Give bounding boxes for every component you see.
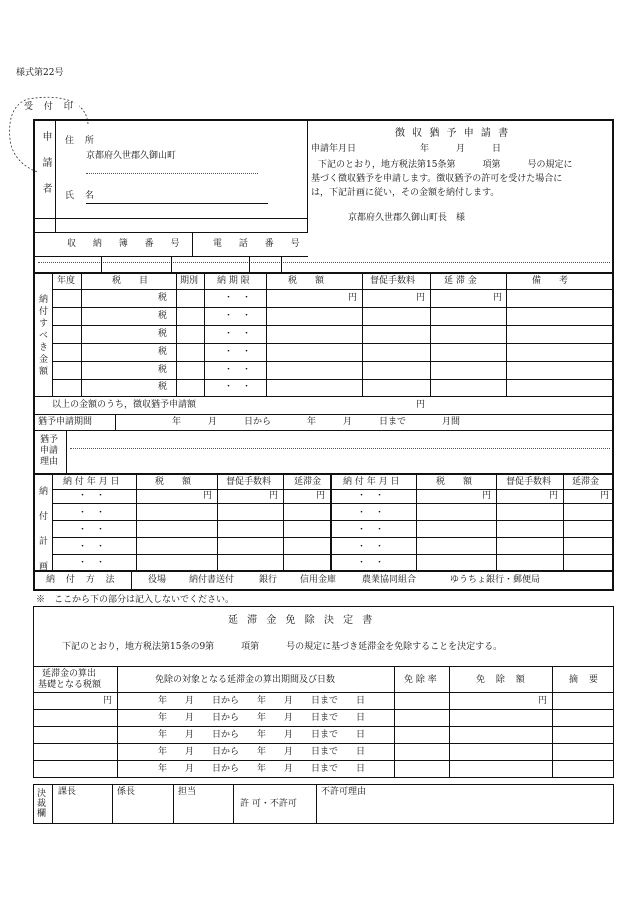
deny-reason-label: 不許可理由: [321, 787, 367, 797]
tax-row-due: ・ ・: [224, 365, 252, 375]
tax-row-item: 税: [158, 311, 168, 321]
plan-late-yen-2: 円: [600, 491, 610, 501]
name-label: 氏 名: [65, 191, 98, 201]
decision-col5-header: 摘 要: [569, 675, 602, 685]
decision-title: 延 滞 金 免 除 決 定 書: [228, 615, 376, 626]
summary-yen: 円: [416, 400, 426, 410]
tax-header-year: 年度: [57, 276, 76, 286]
tax-row-due: ・ ・: [224, 329, 252, 339]
payment-option-postal[interactable]: ゆうちょ銀行・郵便局: [450, 575, 541, 585]
section-chief-label: 課長: [58, 787, 77, 797]
decision-period-row: 年 月 日から 年 月 日まで 日: [158, 747, 366, 757]
plan-header-amount-2: 税 額: [436, 477, 473, 487]
request-body-3: は，下記計画に従い，その金額を納付します。: [311, 188, 500, 198]
plan-header-date: 納 付 年 月 日: [63, 477, 120, 487]
address-value: 京都府久世郡久御山町: [86, 151, 177, 161]
tax-late-yen: 円: [493, 293, 503, 303]
tax-header-note: 備 考: [532, 276, 569, 286]
decision-period-row: 年 月 日から 年 月 日まで 日: [158, 764, 366, 774]
name-field[interactable]: [86, 203, 268, 204]
plan-late-yen: 円: [316, 491, 326, 501]
chief-label: 係長: [117, 787, 136, 797]
plan-fee-yen-2: 円: [549, 491, 559, 501]
plan-row-date: ・ ・: [78, 491, 106, 501]
request-date-label: 申請年月日: [311, 144, 357, 154]
period-text: 年 月 日から 年 月 日まで 月間: [172, 417, 461, 427]
request-addressee: 京都府久世郡久御山町長 様: [348, 213, 466, 223]
address-label: 住 所: [65, 136, 98, 146]
tax-table-side-label: 納付すべき金額: [37, 294, 47, 378]
request-body-2: 基づく徴収猶予を申請します。徴収猶予の許可を受けた場合に: [311, 174, 563, 184]
approval-side-label: 決裁欄: [37, 789, 47, 819]
decision-col1-line2: 基礎となる税額: [38, 680, 102, 690]
request-month: 月: [456, 144, 466, 154]
decision-amount-yen: 円: [538, 696, 548, 706]
reason-label: 猶予申請理由: [40, 435, 59, 467]
tax-row-item: 税: [158, 293, 168, 303]
payment-option-slip[interactable]: 納付書送付: [189, 575, 235, 585]
receipt-number-label: 収 納 簿 番 号: [67, 239, 187, 249]
period-label: 猶予申請期間: [38, 417, 93, 427]
decision-base-yen: 円: [103, 696, 113, 706]
decision-col3-header: 免 除 率: [404, 675, 437, 685]
plan-row-date: ・ ・: [357, 491, 385, 501]
payment-option-ja[interactable]: 農業協同組合: [362, 575, 417, 585]
stamp-label: 受 付 印: [24, 102, 77, 112]
decision-body: 下記のとおり，地方税法第15条の9第 項第 号の規定に基づき延滞金を免除することを決定する。: [62, 642, 503, 652]
tax-header-late: 延 滞 金: [444, 276, 477, 286]
decision-col4-header: 免 除 額: [476, 675, 529, 685]
tax-header-amount: 税 額: [288, 276, 325, 286]
office-use-note: ※ ここから下の部分は記入しないでください。: [36, 595, 235, 605]
summary-label: 以上の金額のうち，徴収猶予申請額: [52, 400, 197, 410]
staff-label: 担当: [178, 787, 197, 797]
plan-row-date: ・ ・: [78, 525, 106, 535]
plan-side-label: 納付計画: [37, 486, 47, 586]
request-title: 徴 収 猶 予 申 請 書: [395, 128, 511, 139]
phone-number-label: 電 話 番 号: [213, 239, 307, 249]
plan-row-date: ・ ・: [357, 558, 385, 568]
payment-option-credit-union[interactable]: 信用金庫: [300, 575, 337, 585]
decision-col2-header: 免除の対象となる延滞金の算出期間及び日数: [155, 675, 336, 685]
plan-row-date: ・ ・: [357, 542, 385, 552]
applicant-side-label: 申請者: [40, 131, 51, 209]
plan-row-date: ・ ・: [78, 508, 106, 518]
reason-line-1[interactable]: [70, 448, 610, 449]
plan-row-date: ・ ・: [357, 525, 385, 535]
tax-row-item: 税: [158, 329, 168, 339]
plan-row-date: ・ ・: [357, 508, 385, 518]
decision-period-row: 年 月 日から 年 月 日まで 日: [158, 696, 366, 706]
tax-row-due: ・ ・: [224, 311, 252, 321]
tax-row-due: ・ ・: [224, 347, 252, 357]
decision-period-row: 年 月 日から 年 月 日まで 日: [158, 713, 366, 723]
tax-row-due: ・ ・: [224, 293, 252, 303]
payment-method-label: 納 付 方 法: [46, 575, 119, 585]
tax-header-due: 納 期 限: [217, 276, 250, 286]
decision-period-row: 年 月 日から 年 月 日まで 日: [158, 730, 366, 740]
tax-row-due: ・ ・: [224, 382, 252, 392]
plan-row-date: ・ ・: [78, 542, 106, 552]
tax-row-item: 税: [158, 382, 168, 392]
payment-option-bank[interactable]: 銀行: [259, 575, 278, 585]
plan-header-amount: 税 額: [155, 477, 192, 487]
plan-header-fee: 督促手数料: [226, 477, 272, 487]
plan-header-late-2: 延滞金: [572, 477, 600, 487]
tax-row-item: 税: [158, 365, 168, 375]
plan-amount-yen-2: 円: [482, 491, 492, 501]
decision-col1-line1: 延滞金の算出: [42, 669, 97, 679]
tax-header-item: 税 目: [112, 276, 149, 286]
request-day: 日: [492, 144, 502, 154]
plan-header-fee-2: 督促手数料: [506, 477, 552, 487]
plan-row-date: ・ ・: [78, 558, 106, 568]
plan-fee-yen: 円: [269, 491, 279, 501]
payment-option-office[interactable]: 役場: [148, 575, 167, 585]
plan-header-late: 延滞金: [294, 477, 322, 487]
permit-choice[interactable]: 許 可・不許可: [240, 799, 297, 809]
tax-row-item: 税: [158, 347, 168, 357]
tax-fee-yen: 円: [416, 293, 426, 303]
address-line[interactable]: [86, 173, 258, 174]
form-number: 様式第22号: [16, 68, 64, 78]
request-body-1: 下記のとおり，地方税法第15条第 項第 号の規定に: [318, 160, 573, 170]
tax-amount-yen: 円: [348, 293, 358, 303]
plan-amount-yen: 円: [203, 491, 213, 501]
request-year: 年: [420, 144, 430, 154]
plan-header-date-2: 納 付 年 月 日: [343, 477, 400, 487]
tax-header-period: 期別: [180, 276, 199, 286]
tax-header-fee: 督促手数料: [370, 276, 416, 286]
